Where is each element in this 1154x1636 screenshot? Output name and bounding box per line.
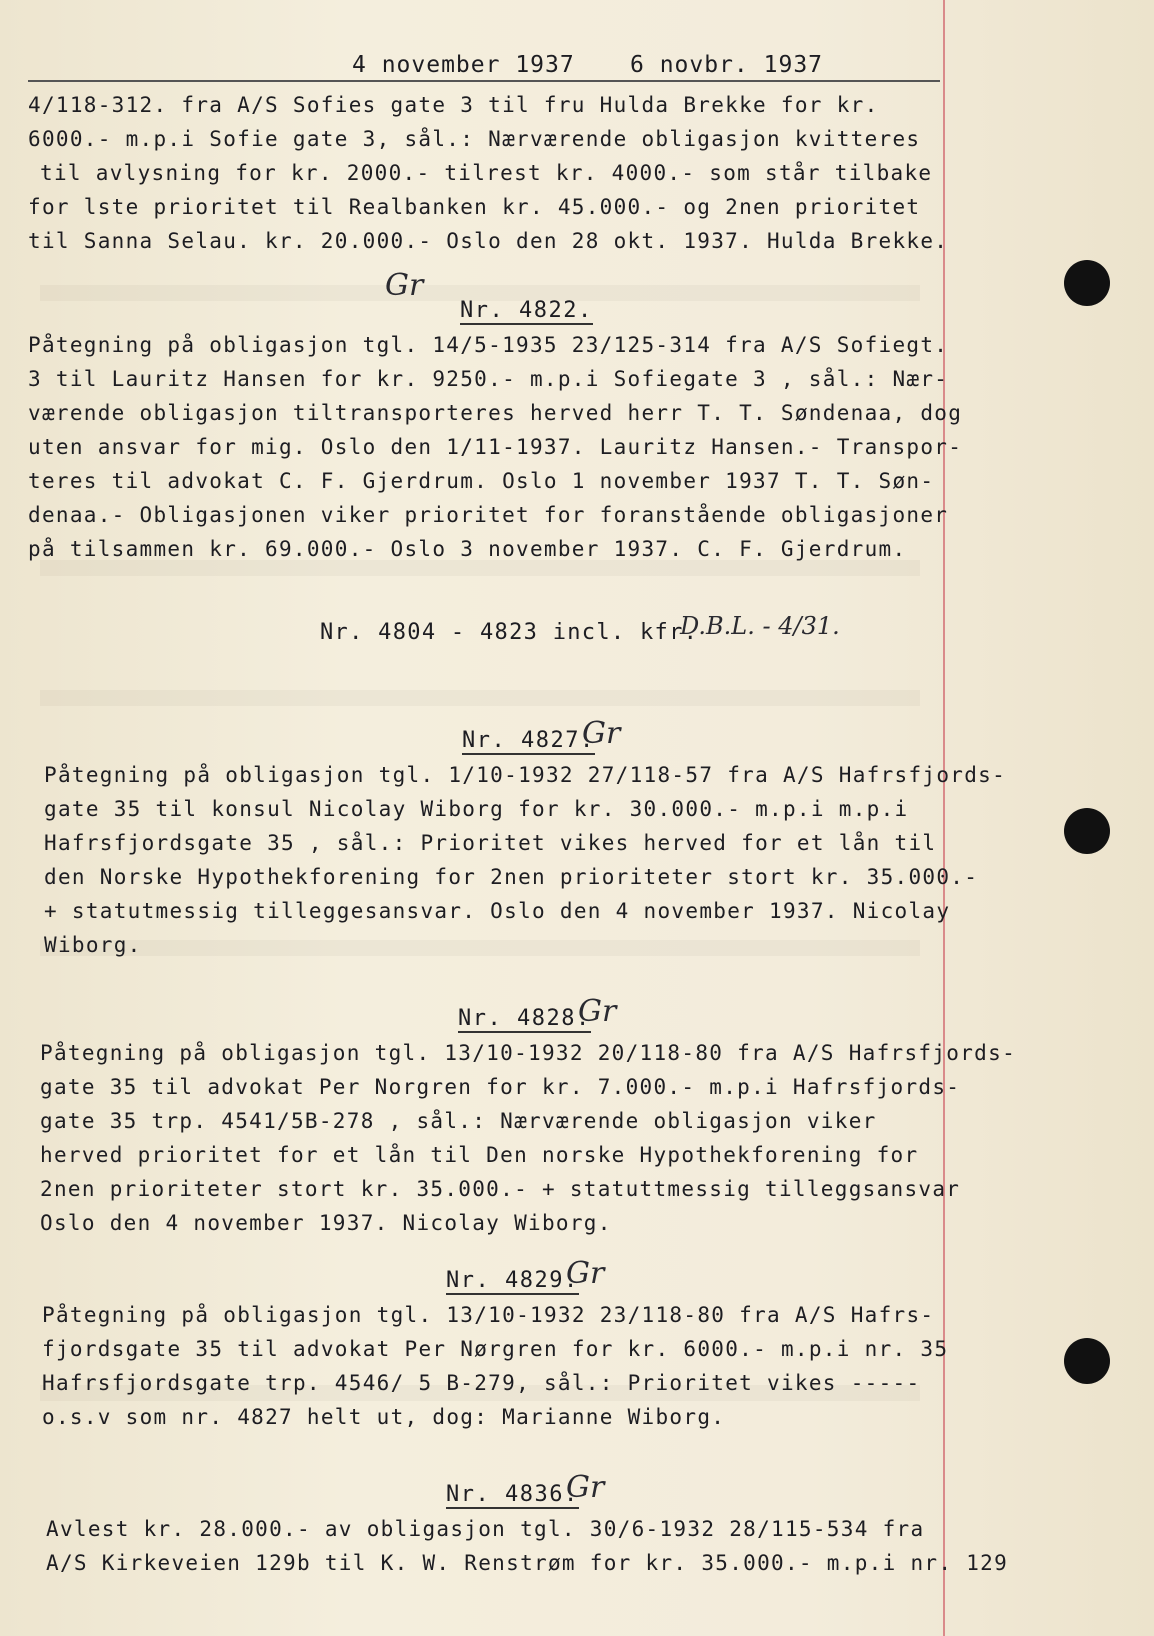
text-line: Påtegning på obligasjon tgl. 13/10-1932 23/118-80 fra A/S Hafrs-	[42, 1303, 935, 1327]
text-line: A/S Kirkeveien 129b til K. W. Renstrøm for kr. 35.000.- m.p.i nr. 129	[46, 1551, 1009, 1575]
text-line: Påtegning på obligasjon tgl. 1/10-1932 27/118-57 fra A/S Hafrsfjords-	[44, 763, 1007, 787]
header-date-left: 4 november 1937	[352, 52, 575, 78]
entry-number: Nr. 4828.	[458, 1006, 591, 1031]
text-line: den Norske Hypothekforening for 2nen prioriteter stort kr. 35.000.-	[44, 865, 979, 889]
text-line: + statutmessig tilleggesansvar. Oslo den 4 november 1937. Nicolay	[44, 899, 951, 923]
text-line: fjordsgate 35 til advokat Per Nørgren for kr. 6000.- m.p.i nr. 35	[42, 1337, 949, 1361]
text-line: herved prioritet for et lån til Den norske Hypothekforening for	[40, 1143, 919, 1167]
text-line: til Sanna Selau. kr. 20.000.- Oslo den 28 okt. 1937. Hulda Brekke.	[28, 229, 949, 253]
entry-heading	[460, 298, 593, 323]
handwritten-initials: Gr	[385, 268, 424, 303]
entry-number: Nr. 4822.	[460, 298, 593, 323]
entry-heading	[446, 1268, 579, 1293]
entry-heading	[446, 1482, 579, 1507]
text-line: gate 35 til konsul Nicolay Wiborg for kr. 30.000.- m.p.i m.p.i	[44, 797, 909, 821]
text-line: for lste prioritet til Realbanken kr. 45.000.- og 2nen prioritet	[28, 195, 921, 219]
entry-heading	[458, 1006, 591, 1031]
text-line: gate 35 til advokat Per Norgren for kr. 7.000.- m.p.i Hafrsfjords-	[40, 1075, 961, 1099]
handwritten-initials: Gr	[566, 1470, 605, 1505]
text-line: uten ansvar for mig. Oslo den 1/11-1937. Lauritz Hansen.- Transpor-	[28, 435, 963, 459]
text-line: på tilsammen kr. 69.000.- Oslo 3 november 1937. C. F. Gjerdrum.	[28, 537, 907, 561]
text-line: Påtegning på obligasjon tgl. 13/10-1932 20/118-80 fra A/S Hafrsfjords-	[40, 1041, 1017, 1065]
handwritten-initials: Gr	[566, 1256, 605, 1291]
handwritten-reference: D.B.L. - 4/31.	[680, 612, 840, 640]
text-line: til avlysning for kr. 2000.- tilrest kr. 4000.- som står tilbake	[40, 161, 933, 185]
punch-hole	[1064, 260, 1110, 306]
header-date-right: 6 novbr. 1937	[630, 52, 824, 78]
text-line: teres til advokat C. F. Gjerdrum. Oslo 1 november 1937 T. T. Søn-	[28, 469, 935, 493]
entry-number: Nr. 4836.	[446, 1482, 579, 1507]
text-line: Oslo den 4 november 1937. Nicolay Wiborg.	[40, 1211, 612, 1235]
entry-number: Nr. 4827.	[462, 728, 595, 753]
text-line: 6000.- m.p.i Sofie gate 3, sål.: Nærværende obligasjon kvitteres	[28, 127, 921, 151]
text-line: Påtegning på obligasjon tgl. 14/5-1935 23/125-314 fra A/S Sofiegt.	[28, 333, 949, 357]
text-line: o.s.v som nr. 4827 helt ut, dog: Marianne Wiborg.	[42, 1405, 726, 1429]
text-line: værende obligasjon tiltransporteres herved herr T. T. Søndenaa, dog	[28, 401, 963, 425]
handwritten-initials: Gr	[578, 994, 617, 1029]
text-line: Hafrsfjordsgate trp. 4546/ 5 B-279, sål.: Prioritet vikes -----	[42, 1371, 921, 1395]
header-rule	[28, 80, 940, 82]
bleed-through	[40, 940, 920, 956]
bleed-through	[40, 690, 920, 706]
text-line: Hafrsfjordsgate 35 , sål.: Prioritet vikes herved for et lån til	[44, 831, 937, 855]
text-line: 3 til Lauritz Hansen for kr. 9250.- m.p.i Sofiegate 3 , sål.: Nær-	[28, 367, 949, 391]
text-line: gate 35 trp. 4541/5B-278 , sål.: Nærværende obligasjon viker	[40, 1109, 877, 1133]
entry-number: Nr. 4829.	[446, 1268, 579, 1293]
punch-hole	[1064, 808, 1110, 854]
text-line: 4/118-312. fra A/S Sofies gate 3 til fru Hulda Brekke for kr.	[28, 93, 879, 117]
handwritten-initials: Gr	[582, 716, 621, 751]
text-line: 2nen prioriteter stort kr. 35.000.- + statuttmessig tilleggsansvar	[40, 1177, 961, 1201]
text-line: Wiborg.	[44, 933, 142, 957]
entry-heading	[462, 728, 595, 753]
text-line: denaa.- Obligasjonen viker prioritet for foranstående obligasjoner	[28, 503, 949, 527]
text-line: Avlest kr. 28.000.- av obligasjon tgl. 30/6-1932 28/115-534 fra	[46, 1517, 925, 1541]
punch-hole	[1064, 1338, 1110, 1384]
bleed-through	[40, 560, 920, 576]
range-note: Nr. 4804 - 4823 incl. kfr.	[320, 620, 699, 645]
